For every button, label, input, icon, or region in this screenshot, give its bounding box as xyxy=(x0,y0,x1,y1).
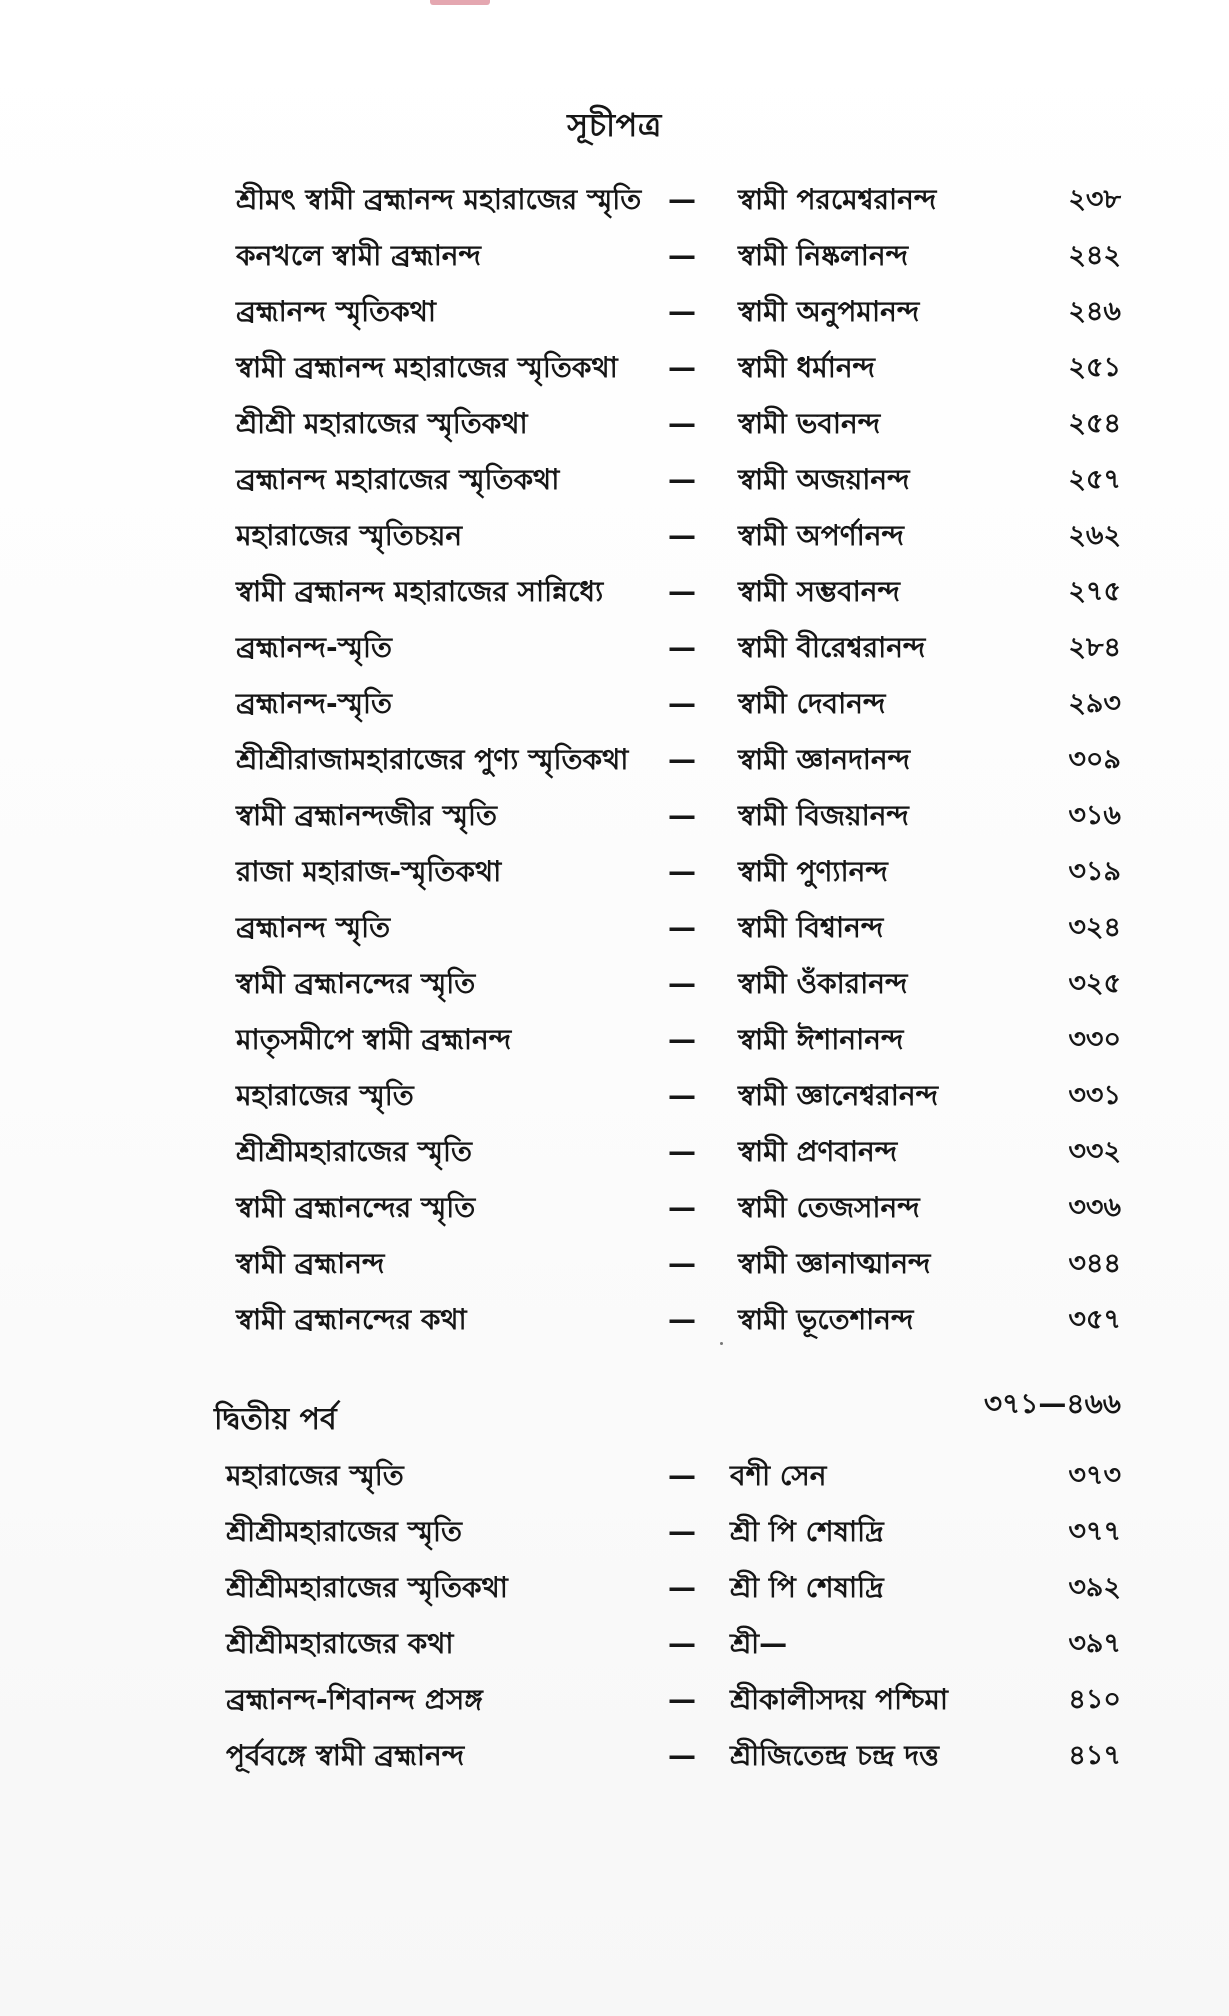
entry-page-number: ২৪২ xyxy=(1068,240,1121,271)
entry-author: স্বামী তেজসানন্দ xyxy=(738,1191,920,1224)
entry-title: স্বামী ব্রহ্মানন্দ xyxy=(236,1247,385,1280)
entry-page-number: ২৩৮ xyxy=(1068,184,1121,215)
entry-author: স্বামী অজয়ানন্দ xyxy=(738,463,910,496)
entry-dash: — xyxy=(668,575,696,608)
entry-title: স্বামী ব্রহ্মানন্দজীর স্মৃতি xyxy=(236,799,498,832)
entry-page-number: ৩৭৭ xyxy=(1068,1516,1121,1547)
entry-title: স্বামী ব্রহ্মানন্দের স্মৃতি xyxy=(236,967,476,1000)
entry-author: স্বামী ওঁকারানন্দ xyxy=(738,967,908,1000)
entry-page-number: ৪১৭ xyxy=(1068,1740,1121,1771)
entry-author: স্বামী বীরেশ্বরানন্দ xyxy=(738,631,926,664)
entry-page-number: ২৬২ xyxy=(1068,520,1121,551)
contents-row xyxy=(0,904,1229,952)
entry-dash: — xyxy=(668,1135,696,1168)
section-heading: দ্বিতীয় পর্ব xyxy=(214,1402,337,1437)
entry-dash: — xyxy=(668,519,696,552)
entry-title: শ্রীমৎ স্বামী ব্রহ্মানন্দ মহারাজের স্মৃতি xyxy=(236,183,642,216)
entry-title: মহারাজের স্মৃতি xyxy=(226,1459,404,1492)
entry-title: ব্রহ্মানন্দ মহারাজের স্মৃতিকথা xyxy=(236,463,560,496)
contents-row xyxy=(0,1296,1229,1344)
contents-row xyxy=(0,1732,1229,1780)
entry-author: স্বামী ভবানন্দ xyxy=(738,407,881,440)
entry-dash: — xyxy=(668,1683,696,1716)
entry-title: পূর্ববঙ্গে স্বামী ব্রহ্মানন্দ xyxy=(226,1739,465,1772)
entry-title: ব্রহ্মানন্দ স্মৃতিকথা xyxy=(236,295,436,328)
entry-title: স্বামী ব্রহ্মানন্দ মহারাজের স্মৃতিকথা xyxy=(236,351,618,384)
contents-row xyxy=(0,1016,1229,1064)
entry-page-number: ২৫৪ xyxy=(1068,408,1121,439)
entry-page-number: ৩০৯ xyxy=(1068,744,1121,775)
entry-author: স্বামী নিষ্কলানন্দ xyxy=(738,239,909,272)
entry-page-number: ৩৭৩ xyxy=(1068,1460,1121,1491)
entry-dash: — xyxy=(668,1079,696,1112)
entry-page-number: ৩৩২ xyxy=(1068,1136,1121,1167)
contents-row xyxy=(0,344,1229,392)
entry-page-number: ৩১৯ xyxy=(1068,856,1121,887)
entry-page-number: ৩৩১ xyxy=(1068,1080,1121,1111)
entry-title: ব্রহ্মানন্দ-স্মৃতি xyxy=(236,687,392,720)
entry-author: স্বামী অপর্ণানন্দ xyxy=(738,519,904,552)
entry-page-number: ২৫৭ xyxy=(1068,464,1121,495)
entry-page-number: ২৭৫ xyxy=(1068,576,1121,607)
contents-row xyxy=(0,1452,1229,1500)
print-speck xyxy=(720,1342,723,1345)
entry-title: রাজা মহারাজ-স্মৃতিকথা xyxy=(236,855,502,888)
entry-page-number: ৩৪৪ xyxy=(1068,1248,1121,1279)
entry-page-number: ৪১০ xyxy=(1068,1684,1121,1715)
contents-row xyxy=(0,736,1229,784)
entry-author: স্বামী ধর্মানন্দ xyxy=(738,351,876,384)
entry-dash: — xyxy=(668,295,696,328)
entry-dash: — xyxy=(668,1515,696,1548)
contents-row xyxy=(0,680,1229,728)
entry-author: স্বামী জ্ঞানদানন্দ xyxy=(738,743,911,776)
entry-dash: — xyxy=(668,351,696,384)
contents-row xyxy=(0,1072,1229,1120)
entry-dash: — xyxy=(668,1023,696,1056)
entry-page-number: ৩১৬ xyxy=(1068,800,1121,831)
entry-title: ব্রহ্মানন্দ-স্মৃতি xyxy=(236,631,392,664)
contents-row xyxy=(0,960,1229,1008)
contents-row xyxy=(0,288,1229,336)
entry-title: ব্রহ্মানন্দ-শিবানন্দ প্রসঙ্গ xyxy=(226,1683,483,1716)
entry-dash: — xyxy=(668,1247,696,1280)
entry-page-number: ২৯৩ xyxy=(1068,688,1121,719)
contents-row xyxy=(0,1240,1229,1288)
entry-author: স্বামী সম্ভবানন্দ xyxy=(738,575,900,608)
contents-row xyxy=(0,1564,1229,1612)
contents-row xyxy=(0,232,1229,280)
contents-row xyxy=(0,1676,1229,1724)
entry-dash: — xyxy=(668,463,696,496)
entry-page-number: ২৪৬ xyxy=(1068,296,1121,327)
entry-title: শ্রীশ্রীরাজামহারাজের পুণ্য স্মৃতিকথা xyxy=(236,743,629,776)
entry-title: ব্রহ্মানন্দ স্মৃতি xyxy=(236,911,391,944)
contents-row xyxy=(0,1184,1229,1232)
entry-title: শ্রীশ্রীমহারাজের কথা xyxy=(226,1627,454,1660)
entry-dash: — xyxy=(668,239,696,272)
entry-dash: — xyxy=(668,1571,696,1604)
entry-page-number: ৩৯৭ xyxy=(1068,1628,1121,1659)
entry-title: স্বামী ব্রহ্মানন্দের স্মৃতি xyxy=(236,1191,476,1224)
entry-dash: — xyxy=(668,1627,696,1660)
entry-dash: — xyxy=(668,967,696,1000)
entry-author: স্বামী জ্ঞানাত্মানন্দ xyxy=(738,1247,931,1280)
entry-dash: — xyxy=(668,631,696,664)
entry-dash: — xyxy=(668,407,696,440)
entry-title: শ্রীশ্রী মহারাজের স্মৃতিকথা xyxy=(236,407,528,440)
entry-author: শ্রী পি শেষাদ্রি xyxy=(730,1515,884,1548)
entry-title: শ্রীশ্রীমহারাজের স্মৃতি xyxy=(236,1135,473,1168)
page-title: সূচীপত্র xyxy=(567,106,662,144)
entry-page-number: ৩৯২ xyxy=(1068,1572,1121,1603)
entry-author: স্বামী জ্ঞানেশ্বরানন্দ xyxy=(738,1079,939,1112)
entry-author: শ্রী— xyxy=(730,1627,788,1660)
contents-row xyxy=(0,456,1229,504)
entry-page-number: ৩৩৬ xyxy=(1068,1192,1121,1223)
entry-author: স্বামী পরমেশ্বরানন্দ xyxy=(738,183,937,216)
entry-author: স্বামী ভূতেশানন্দ xyxy=(738,1303,914,1336)
entry-page-number: ৩২৪ xyxy=(1068,912,1121,943)
entry-author: স্বামী পুণ্যানন্দ xyxy=(738,855,888,888)
entry-dash: — xyxy=(668,855,696,888)
entry-dash: — xyxy=(668,1739,696,1772)
entry-author: বশী সেন xyxy=(730,1459,827,1492)
contents-row xyxy=(0,568,1229,616)
entry-author: স্বামী অনুপমানন্দ xyxy=(738,295,920,328)
entry-dash: — xyxy=(668,1459,696,1492)
contents-row xyxy=(0,624,1229,672)
entry-title: শ্রীশ্রীমহারাজের স্মৃতিকথা xyxy=(226,1571,508,1604)
entry-dash: — xyxy=(668,743,696,776)
entry-author: শ্রীকালীসদয় পশ্চিমা xyxy=(730,1683,949,1716)
entry-page-number: ২৮৪ xyxy=(1068,632,1121,663)
entry-title: মাতৃসমীপে স্বামী ব্রহ্মানন্দ xyxy=(236,1023,512,1056)
entry-title: স্বামী ব্রহ্মানন্দ মহারাজের সান্নিধ্যে xyxy=(236,575,604,608)
entry-author: স্বামী দেবানন্দ xyxy=(738,687,886,720)
contents-row xyxy=(0,792,1229,840)
entry-dash: — xyxy=(668,1303,696,1336)
contents-row xyxy=(0,400,1229,448)
entry-title: মহারাজের স্মৃতি xyxy=(236,1079,414,1112)
contents-row xyxy=(0,1620,1229,1668)
entry-page-number: ৩২৫ xyxy=(1068,968,1121,999)
section-page-range: ৩৭১—৪৬৬ xyxy=(983,1387,1121,1420)
entry-author: স্বামী ঈশানানন্দ xyxy=(738,1023,904,1056)
entry-page-number: ৩৫৭ xyxy=(1068,1304,1121,1335)
entry-dash: — xyxy=(668,911,696,944)
contents-row xyxy=(0,512,1229,560)
entry-dash: — xyxy=(668,1191,696,1224)
contents-row xyxy=(0,848,1229,896)
entry-author: শ্রীজিতেন্দ্র চন্দ্র দত্ত xyxy=(730,1739,940,1772)
entry-title: শ্রীশ্রীমহারাজের স্মৃতি xyxy=(226,1515,463,1548)
entry-title: মহারাজের স্মৃতিচয়ন xyxy=(236,519,463,552)
entry-page-number: ২৫১ xyxy=(1068,352,1121,383)
entry-author: স্বামী প্রণবানন্দ xyxy=(738,1135,898,1168)
entry-author: শ্রী পি শেষাদ্রি xyxy=(730,1571,884,1604)
contents-row xyxy=(0,1128,1229,1176)
entry-title: কনখলে স্বামী ব্রহ্মানন্দ xyxy=(236,239,481,272)
entry-title: স্বামী ব্রহ্মানন্দের কথা xyxy=(236,1303,467,1336)
contents-row xyxy=(0,176,1229,224)
entry-dash: — xyxy=(668,799,696,832)
contents-row xyxy=(0,1508,1229,1556)
entry-dash: — xyxy=(668,687,696,720)
entry-page-number: ৩৩০ xyxy=(1068,1024,1121,1055)
entry-dash: — xyxy=(668,183,696,216)
entry-author: স্বামী বিশ্বানন্দ xyxy=(738,911,884,944)
entry-author: স্বামী বিজয়ানন্দ xyxy=(738,799,909,832)
